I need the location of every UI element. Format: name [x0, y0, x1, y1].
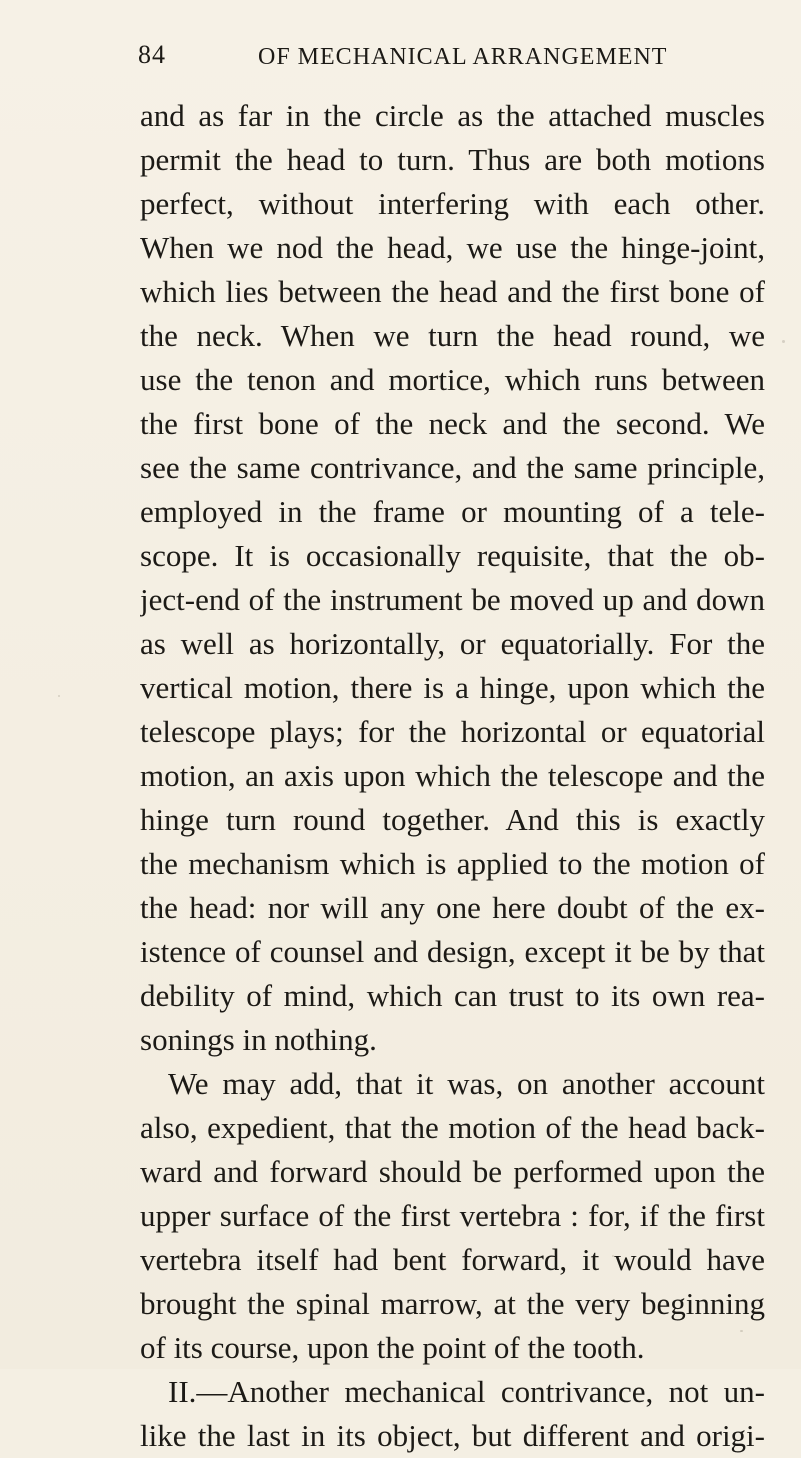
text-line: permit the head to turn. Thus are both motions [140, 142, 765, 177]
text-line: motion, an axis upon which the telescope and the [140, 758, 765, 793]
text-line: upper surface of the first vertebra : for, if the first [140, 1198, 765, 1233]
text-line: the mechanism which is applied to the motion of [140, 846, 765, 881]
text-line: which lies between the head and the first bone of [140, 274, 765, 309]
text-line: vertical motion, there is a hinge, upon which the [140, 670, 765, 705]
text-line: vertebra itself had bent forward, it would have [140, 1242, 765, 1277]
text-line: telescope plays; for the horizontal or equatorial [140, 714, 765, 749]
page-number: 84 [138, 40, 166, 69]
text-line: scope. It is occasionally requisite, that the ob- [140, 538, 765, 573]
text-line: of its course, upon the point of the tooth. [140, 1330, 645, 1365]
running-head: OF MECHANICAL ARRANGEMENT [258, 44, 668, 70]
text-line: debility of mind, which can trust to its own rea- [140, 978, 765, 1013]
paper-speck [782, 340, 785, 343]
text-line: perfect, without interfering with each other. [140, 186, 765, 221]
text-line: also, expedient, that the motion of the head back- [140, 1110, 765, 1145]
text-line: and as far in the circle as the attached muscles [140, 98, 765, 133]
text-line: When we nod the head, we use the hinge-joint, [140, 230, 765, 265]
body-text [140, 94, 765, 1458]
text-line: hinge turn round together. And this is exactly [140, 802, 765, 837]
text-line: sonings in nothing. [140, 1022, 377, 1057]
text-line: employed in the frame or mounting of a tele- [140, 494, 765, 529]
text-line: as well as horizontally, or equatorially. For the [140, 626, 765, 661]
paper-speck [58, 695, 60, 697]
page-header [138, 36, 668, 84]
text-line: ward and forward should be performed upon the [140, 1154, 765, 1189]
section-start-line: II.—Another mechanical contrivance, not un- [168, 1374, 765, 1409]
text-line: the head: nor will any one here doubt of the ex- [140, 890, 765, 925]
text-line: use the tenon and mortice, which runs between [140, 362, 765, 397]
text-line: ject-end of the instrument be moved up and down [140, 582, 765, 617]
text-line: see the same contrivance, and the same principle, [140, 450, 765, 485]
text-line: brought the spinal marrow, at the very beginning [140, 1286, 765, 1321]
paragraph-start-line: We may add, that it was, on another account [168, 1066, 765, 1101]
text-line: istence of counsel and design, except it be by that [140, 934, 765, 969]
text-line: the first bone of the neck and the second. We [140, 406, 765, 441]
text-line: the neck. When we turn the head round, we [140, 318, 765, 353]
text-line: like the last in its object, but different and origi- [140, 1418, 765, 1453]
